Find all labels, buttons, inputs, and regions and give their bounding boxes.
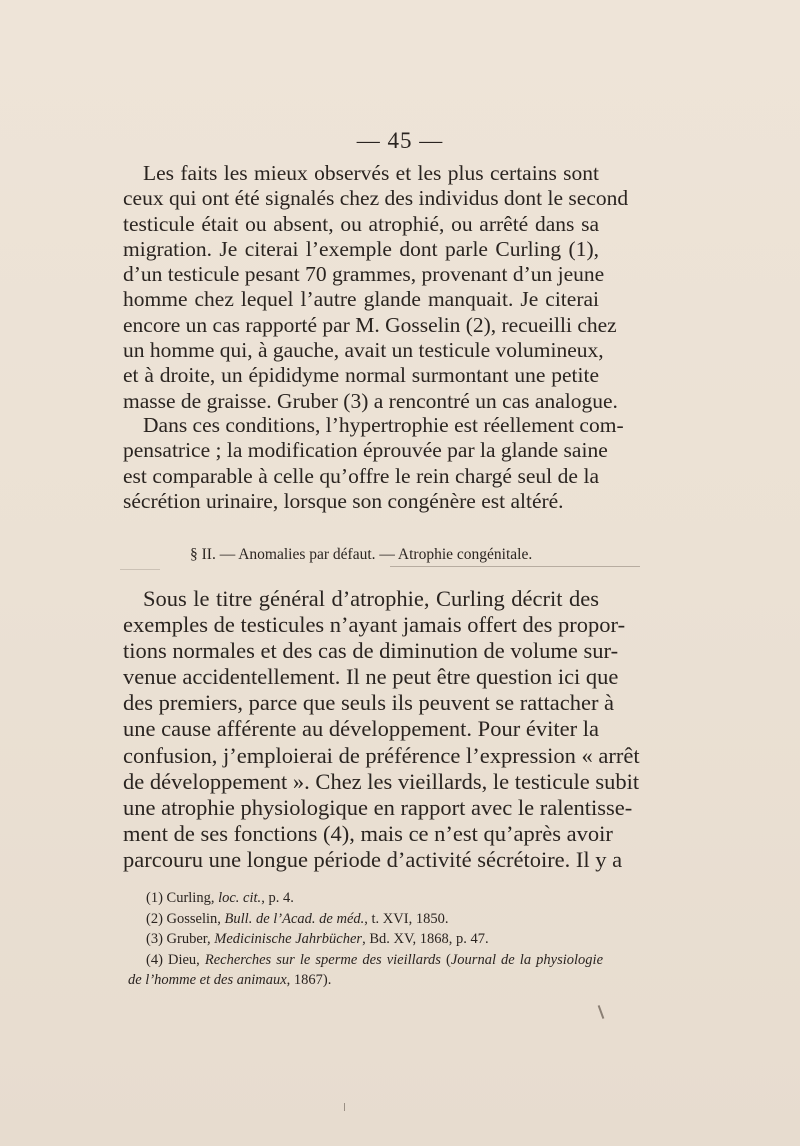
- text-line: homme chez lequel l’autre glande manquait. Je citerai: [123, 287, 599, 312]
- footnote-text: (1) Curling,: [146, 890, 219, 906]
- heading-rule: [390, 566, 640, 567]
- text-line: Les faits les mieux observés et les plus certains sont: [143, 161, 599, 185]
- footnote-italic: Medicinische Jahrbücher: [214, 931, 363, 947]
- footnote-text: , t. XVI, 1850.: [364, 910, 449, 927]
- text-line: un homme qui, à gauche, avait un testicule volumineux,: [123, 338, 604, 363]
- footnote-italic: Bull. de l’Acad. de méd.: [224, 910, 365, 927]
- footnote-text: , Bd. XV, 1868, p. 47.: [362, 931, 489, 947]
- text-line: ment de ses fonctions (4), mais ce n’est qu’après avoir: [123, 820, 613, 846]
- ink-mark: [344, 1103, 345, 1111]
- paragraph-3: [123, 586, 640, 873]
- text-line: encore un cas rapporté par M. Gosselin (2), recueilli chez: [123, 312, 617, 337]
- footnote-italic: loc. cit.: [218, 890, 262, 906]
- footnote-italic: Recherches sur le sperme des vieillards: [204, 951, 441, 968]
- text-line: masse de graisse. Gruber (3) a rencontré un cas analogue.: [123, 388, 618, 413]
- footnote-2: [128, 909, 603, 930]
- ink-mark: [598, 1005, 605, 1019]
- paragraph-1: [123, 161, 629, 414]
- text-line: migration. Je citerai l’exemple dont parle Curling (1),: [123, 236, 599, 261]
- text-line: d’un testicule pesant 70 grammes, provenant d’un jeune: [123, 262, 605, 287]
- page-number: — 45 —: [356, 128, 444, 153]
- text-line: une cause afférente au développement. Pour éviter la: [123, 716, 599, 742]
- text-line: sécrétion urinaire, lorsque son congénère est altéré.: [123, 488, 564, 513]
- text-line: de développement ». Chez les vieillards, le testicule subit: [123, 768, 640, 794]
- text-line: et à droite, un épididyme normal surmontant une petite: [123, 363, 599, 388]
- footnote-italic: de l’homme et des animaux: [128, 972, 287, 988]
- text-line: tions normales et des cas de diminution de volume sur-: [123, 638, 619, 664]
- text-line: une atrophie physiologique en rapport avec le ralentisse-: [123, 794, 633, 820]
- footnote-3: [128, 929, 603, 950]
- text-line: parcouru une longue période d’activité sécrétoire. Il y a: [123, 846, 623, 872]
- footnote-italic: Journal de la physiologie: [450, 951, 604, 968]
- text-line: pensatrice ; la modification éprouvée par la glande saine: [123, 438, 608, 463]
- text-line: est comparable à celle qu’offre le rein chargé seul de la: [123, 463, 599, 488]
- section-heading: § II. — Anomalies par défaut. — Atrophie congénitale.: [190, 546, 533, 563]
- footnotes: [128, 888, 603, 991]
- footnote-text: (3) Gruber,: [146, 931, 215, 947]
- text-line: ceux qui ont été signalés chez des individus dont le second: [123, 186, 629, 211]
- text-line: confusion, j’emploierai de préférence l’expression « arrêt: [123, 742, 640, 768]
- footnote-4-continued: [128, 970, 603, 991]
- footnote-text: (: [440, 951, 451, 968]
- footnote-text: , 1867).: [286, 972, 332, 988]
- text-line: exemples de testicules n’ayant jamais offert des propor-: [123, 612, 626, 638]
- footnote-4: [128, 950, 603, 971]
- text-line: venue accidentellement. Il ne peut être question ici que: [123, 664, 619, 690]
- text-line: Sous le titre général d’atrophie, Curling décrit des: [143, 586, 599, 611]
- text-line: testicule était ou absent, ou atrophié, ou arrêté dans sa: [123, 211, 599, 236]
- text-line: Dans ces conditions, l’hypertrophie est réellement com-: [143, 413, 624, 437]
- footnote-1: [128, 888, 603, 909]
- footnote-text: , p. 4.: [261, 890, 294, 906]
- footnote-text: (4) Dieu,: [146, 951, 205, 968]
- text-line: des premiers, parce que seuls ils peuvent se rattacher à: [123, 690, 615, 716]
- heading-rule-left: [120, 569, 160, 570]
- paragraph-2: [123, 413, 624, 514]
- footnote-text: (2) Gosselin,: [146, 910, 225, 927]
